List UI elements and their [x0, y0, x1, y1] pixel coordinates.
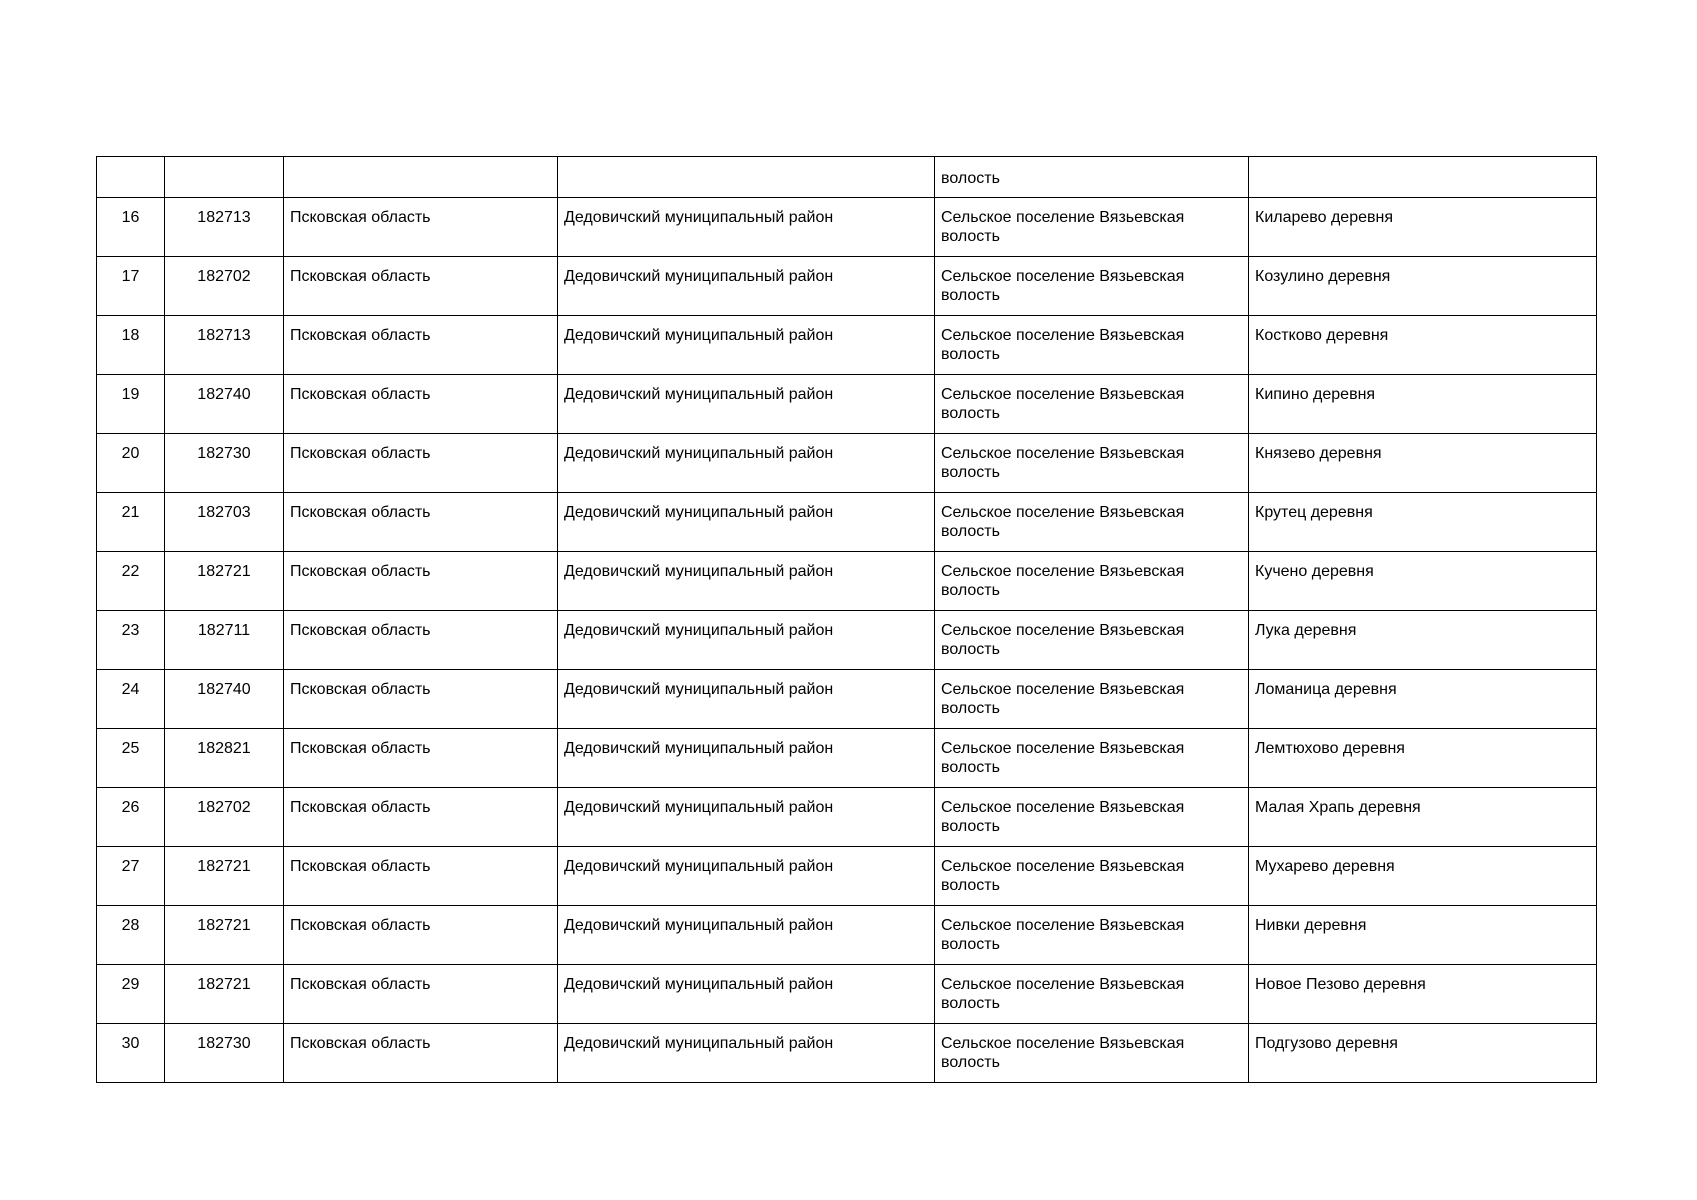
postal-code-cell: 182721 [165, 906, 284, 965]
postal-code-cell: 182730 [165, 434, 284, 493]
locality-cell: Лука деревня [1249, 611, 1597, 670]
table-row [97, 375, 1597, 434]
locality-cell [1249, 157, 1597, 198]
district-cell: Дедовичский муниципальный район [558, 611, 935, 670]
locality-cell: Лемтюхово деревня [1249, 729, 1597, 788]
region-cell: Псковская область [284, 906, 558, 965]
locality-cell: Кипино деревня [1249, 375, 1597, 434]
settlement-cell: Сельское поселение Вязьевская волость [935, 847, 1249, 906]
row-number-cell: 28 [97, 906, 165, 965]
row-number-cell: 25 [97, 729, 165, 788]
postal-code-cell: 182713 [165, 198, 284, 257]
postal-code-cell: 182703 [165, 493, 284, 552]
table-row [97, 611, 1597, 670]
region-cell: Псковская область [284, 434, 558, 493]
settlement-cell: Сельское поселение Вязьевская волость [935, 493, 1249, 552]
postal-code-cell: 182740 [165, 375, 284, 434]
settlement-cell: Сельское поселение Вязьевская волость [935, 316, 1249, 375]
settlement-cell: Сельское поселение Вязьевская волость [935, 1024, 1249, 1083]
region-cell: Псковская область [284, 670, 558, 729]
postal-code-cell: 182702 [165, 257, 284, 316]
locality-cell: Подгузово деревня [1249, 1024, 1597, 1083]
region-cell: Псковская область [284, 493, 558, 552]
district-cell: Дедовичский муниципальный район [558, 670, 935, 729]
table-row [97, 157, 1597, 198]
row-number-cell: 18 [97, 316, 165, 375]
postal-code-cell: 182721 [165, 965, 284, 1024]
locality-cell: Кучено деревня [1249, 552, 1597, 611]
district-cell: Дедовичский муниципальный район [558, 493, 935, 552]
locality-cell: Киларево деревня [1249, 198, 1597, 257]
locality-cell: Новое Пезово деревня [1249, 965, 1597, 1024]
table-row [97, 788, 1597, 847]
region-cell: Псковская область [284, 729, 558, 788]
row-number-cell: 16 [97, 198, 165, 257]
postal-code-cell: 182713 [165, 316, 284, 375]
district-cell: Дедовичский муниципальный район [558, 906, 935, 965]
district-cell: Дедовичский муниципальный район [558, 729, 935, 788]
row-number-cell: 21 [97, 493, 165, 552]
locality-cell: Костково деревня [1249, 316, 1597, 375]
postal-code-cell: 182821 [165, 729, 284, 788]
settlement-cell: Сельское поселение Вязьевская волость [935, 611, 1249, 670]
settlement-cell: Сельское поселение Вязьевская волость [935, 670, 1249, 729]
table-row [97, 965, 1597, 1024]
region-cell: Псковская область [284, 316, 558, 375]
settlement-cell: Сельское поселение Вязьевская волость [935, 257, 1249, 316]
postal-code-cell [165, 157, 284, 198]
region-cell: Псковская область [284, 257, 558, 316]
row-number-cell: 17 [97, 257, 165, 316]
locality-cell: Ломаница деревня [1249, 670, 1597, 729]
settlement-cell: Сельское поселение Вязьевская волость [935, 729, 1249, 788]
district-cell: Дедовичский муниципальный район [558, 257, 935, 316]
district-cell: Дедовичский муниципальный район [558, 847, 935, 906]
locality-cell: Мухарево деревня [1249, 847, 1597, 906]
region-cell: Псковская область [284, 965, 558, 1024]
postal-code-cell: 182711 [165, 611, 284, 670]
postal-code-cell: 182721 [165, 552, 284, 611]
district-cell: Дедовичский муниципальный район [558, 1024, 935, 1083]
region-cell: Псковская область [284, 375, 558, 434]
row-number-cell: 30 [97, 1024, 165, 1083]
district-cell [558, 157, 935, 198]
row-number-cell [97, 157, 165, 198]
table-row [97, 847, 1597, 906]
district-cell: Дедовичский муниципальный район [558, 434, 935, 493]
row-number-cell: 22 [97, 552, 165, 611]
region-cell: Псковская область [284, 847, 558, 906]
table-row [97, 493, 1597, 552]
district-cell: Дедовичский муниципальный район [558, 788, 935, 847]
locality-cell: Нивки деревня [1249, 906, 1597, 965]
table-row [97, 906, 1597, 965]
row-number-cell: 29 [97, 965, 165, 1024]
settlement-cell: Сельское поселение Вязьевская волость [935, 965, 1249, 1024]
row-number-cell: 24 [97, 670, 165, 729]
locality-cell: Малая Храпь деревня [1249, 788, 1597, 847]
region-cell: Псковская область [284, 611, 558, 670]
table-row [97, 552, 1597, 611]
region-cell: Псковская область [284, 1024, 558, 1083]
settlement-cell: Сельское поселение Вязьевская волость [935, 788, 1249, 847]
table-row [97, 257, 1597, 316]
settlement-cell: Сельское поселение Вязьевская волость [935, 375, 1249, 434]
settlement-cell: Сельское поселение Вязьевская волость [935, 434, 1249, 493]
region-cell: Псковская область [284, 552, 558, 611]
district-cell: Дедовичский муниципальный район [558, 316, 935, 375]
table-row [97, 316, 1597, 375]
postal-code-cell: 182721 [165, 847, 284, 906]
region-cell: Псковская область [284, 198, 558, 257]
district-cell: Дедовичский муниципальный район [558, 552, 935, 611]
settlement-cell: Сельское поселение Вязьевская волость [935, 906, 1249, 965]
locality-cell: Князево деревня [1249, 434, 1597, 493]
row-number-cell: 19 [97, 375, 165, 434]
table-row [97, 670, 1597, 729]
postal-code-cell: 182730 [165, 1024, 284, 1083]
row-number-cell: 23 [97, 611, 165, 670]
region-cell: Псковская область [284, 788, 558, 847]
table-row [97, 198, 1597, 257]
settlements-table [96, 156, 1597, 1083]
locality-cell: Крутец деревня [1249, 493, 1597, 552]
region-cell [284, 157, 558, 198]
row-number-cell: 27 [97, 847, 165, 906]
district-cell: Дедовичский муниципальный район [558, 375, 935, 434]
postal-code-cell: 182740 [165, 670, 284, 729]
row-number-cell: 26 [97, 788, 165, 847]
table-body [97, 157, 1597, 1083]
district-cell: Дедовичский муниципальный район [558, 965, 935, 1024]
table-row [97, 1024, 1597, 1083]
settlement-cell: волость [935, 157, 1249, 198]
settlement-cell: Сельское поселение Вязьевская волость [935, 198, 1249, 257]
table-row [97, 434, 1597, 493]
row-number-cell: 20 [97, 434, 165, 493]
locality-cell: Козулино деревня [1249, 257, 1597, 316]
postal-code-cell: 182702 [165, 788, 284, 847]
district-cell: Дедовичский муниципальный район [558, 198, 935, 257]
table-row [97, 729, 1597, 788]
settlement-cell: Сельское поселение Вязьевская волость [935, 552, 1249, 611]
